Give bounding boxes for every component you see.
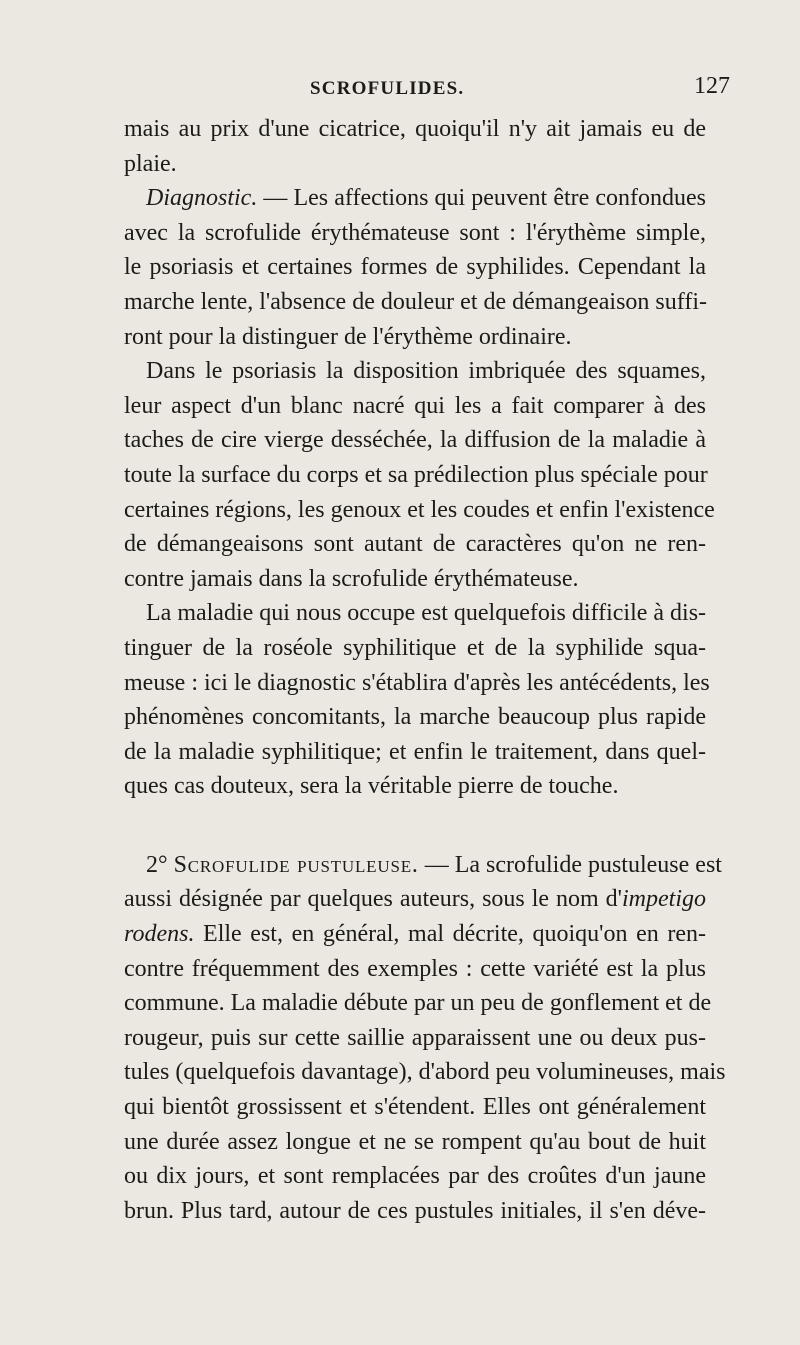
section-title: Scrofulide pustuleuse. — [173, 851, 419, 878]
text-line: contre fréquemment des exemples : cette variété est la plus — [124, 955, 706, 982]
text-line: meuse : ici le diagnostic s'établira d'après les antécédents, les — [124, 669, 710, 696]
text-line: plaie. — [124, 150, 177, 177]
text-line: ques cas douteux, sera la véritable pierre de touche. — [124, 773, 619, 800]
page-header — [0, 73, 800, 108]
text-line: de démangeaisons sont autant de caractères qu'on ne ren- — [124, 531, 706, 558]
text-run: aussi désignée par quelques auteurs, sous le nom d' — [124, 886, 622, 913]
text-line: contre jamais dans la scrofulide érythémateuse. — [124, 565, 579, 592]
text-run: — Les affections qui peuvent être confondues — [257, 185, 706, 212]
text-line: leur aspect d'un blanc nacré qui les a fait comparer à des — [124, 392, 706, 419]
text-line: toute la surface du corps et sa prédilection plus spéciale pour — [124, 461, 708, 488]
text-line: ou dix jours, et sont remplacées par des croûtes d'un jaune — [124, 1163, 706, 1190]
text-line: rougeur, puis sur cette saillie apparaissent une ou deux pus- — [124, 1024, 706, 1051]
section-label-diagnostic: Diagnostic. — [146, 185, 258, 212]
term-impetigo: impetigo — [622, 886, 706, 913]
section-heading-line — [124, 848, 722, 883]
section-gap — [124, 804, 706, 848]
text-run: — La scrofulide pustuleuse est — [418, 851, 722, 878]
running-title: SCROFULIDES. — [310, 78, 465, 99]
text-line: ront pour la distinguer de l'érythème ordinaire. — [124, 323, 572, 350]
text-line: mais au prix d'une cicatrice, quoiqu'il n'y ait jamais eu de — [124, 116, 706, 142]
text-line: brun. Plus tard, autour de ces pustules initiales, il s'en déve- — [124, 1197, 706, 1224]
text-line: marche lente, l'absence de douleur et de démangeaison suffi- — [124, 288, 707, 315]
body-text — [124, 112, 726, 1228]
text-line: une durée assez longue et ne se rompent qu'au bout de huit — [124, 1128, 706, 1155]
text-line: Dans le psoriasis la disposition imbriquée des squames, — [146, 358, 706, 385]
text-line: tinguer de la roséole syphilitique et de la syphilide squa- — [124, 634, 706, 661]
text-line: tules (quelquefois davantage), d'abord peu volumineuses, mais — [124, 1059, 726, 1086]
section-number: 2° — [146, 851, 174, 878]
text-line — [124, 917, 706, 952]
text-line: de la maladie syphilitique; et enfin le traitement, dans quel- — [124, 738, 706, 765]
text-line: La maladie qui nous occupe est quelquefois difficile à dis- — [146, 600, 707, 627]
text-line: commune. La maladie débute par un peu de gonflement et de — [124, 990, 712, 1017]
diagnostic-paragraph-start — [124, 181, 706, 216]
text-line: phénomènes concomitants, la marche beaucoup plus rapide — [124, 704, 706, 731]
page-number: 127 — [694, 73, 730, 99]
term-rodens: rodens. — [124, 921, 195, 948]
text-line: avec la scrofulide érythémateuse sont : l'érythème simple, — [124, 219, 706, 246]
text-line: le psoriasis et certaines formes de syphilides. Cependant la — [124, 254, 706, 281]
text-line: certaines régions, les genoux et les coudes et enfin l'existence — [124, 496, 715, 523]
text-line: taches de cire vierge desséchée, la diffusion de la maladie à — [124, 427, 706, 454]
text-line: qui bientôt grossissent et s'étendent. Elles ont généralement — [124, 1094, 706, 1121]
text-line — [124, 882, 706, 917]
text-run: Elle est, en général, mal décrite, quoiqu'on en ren- — [194, 921, 706, 948]
